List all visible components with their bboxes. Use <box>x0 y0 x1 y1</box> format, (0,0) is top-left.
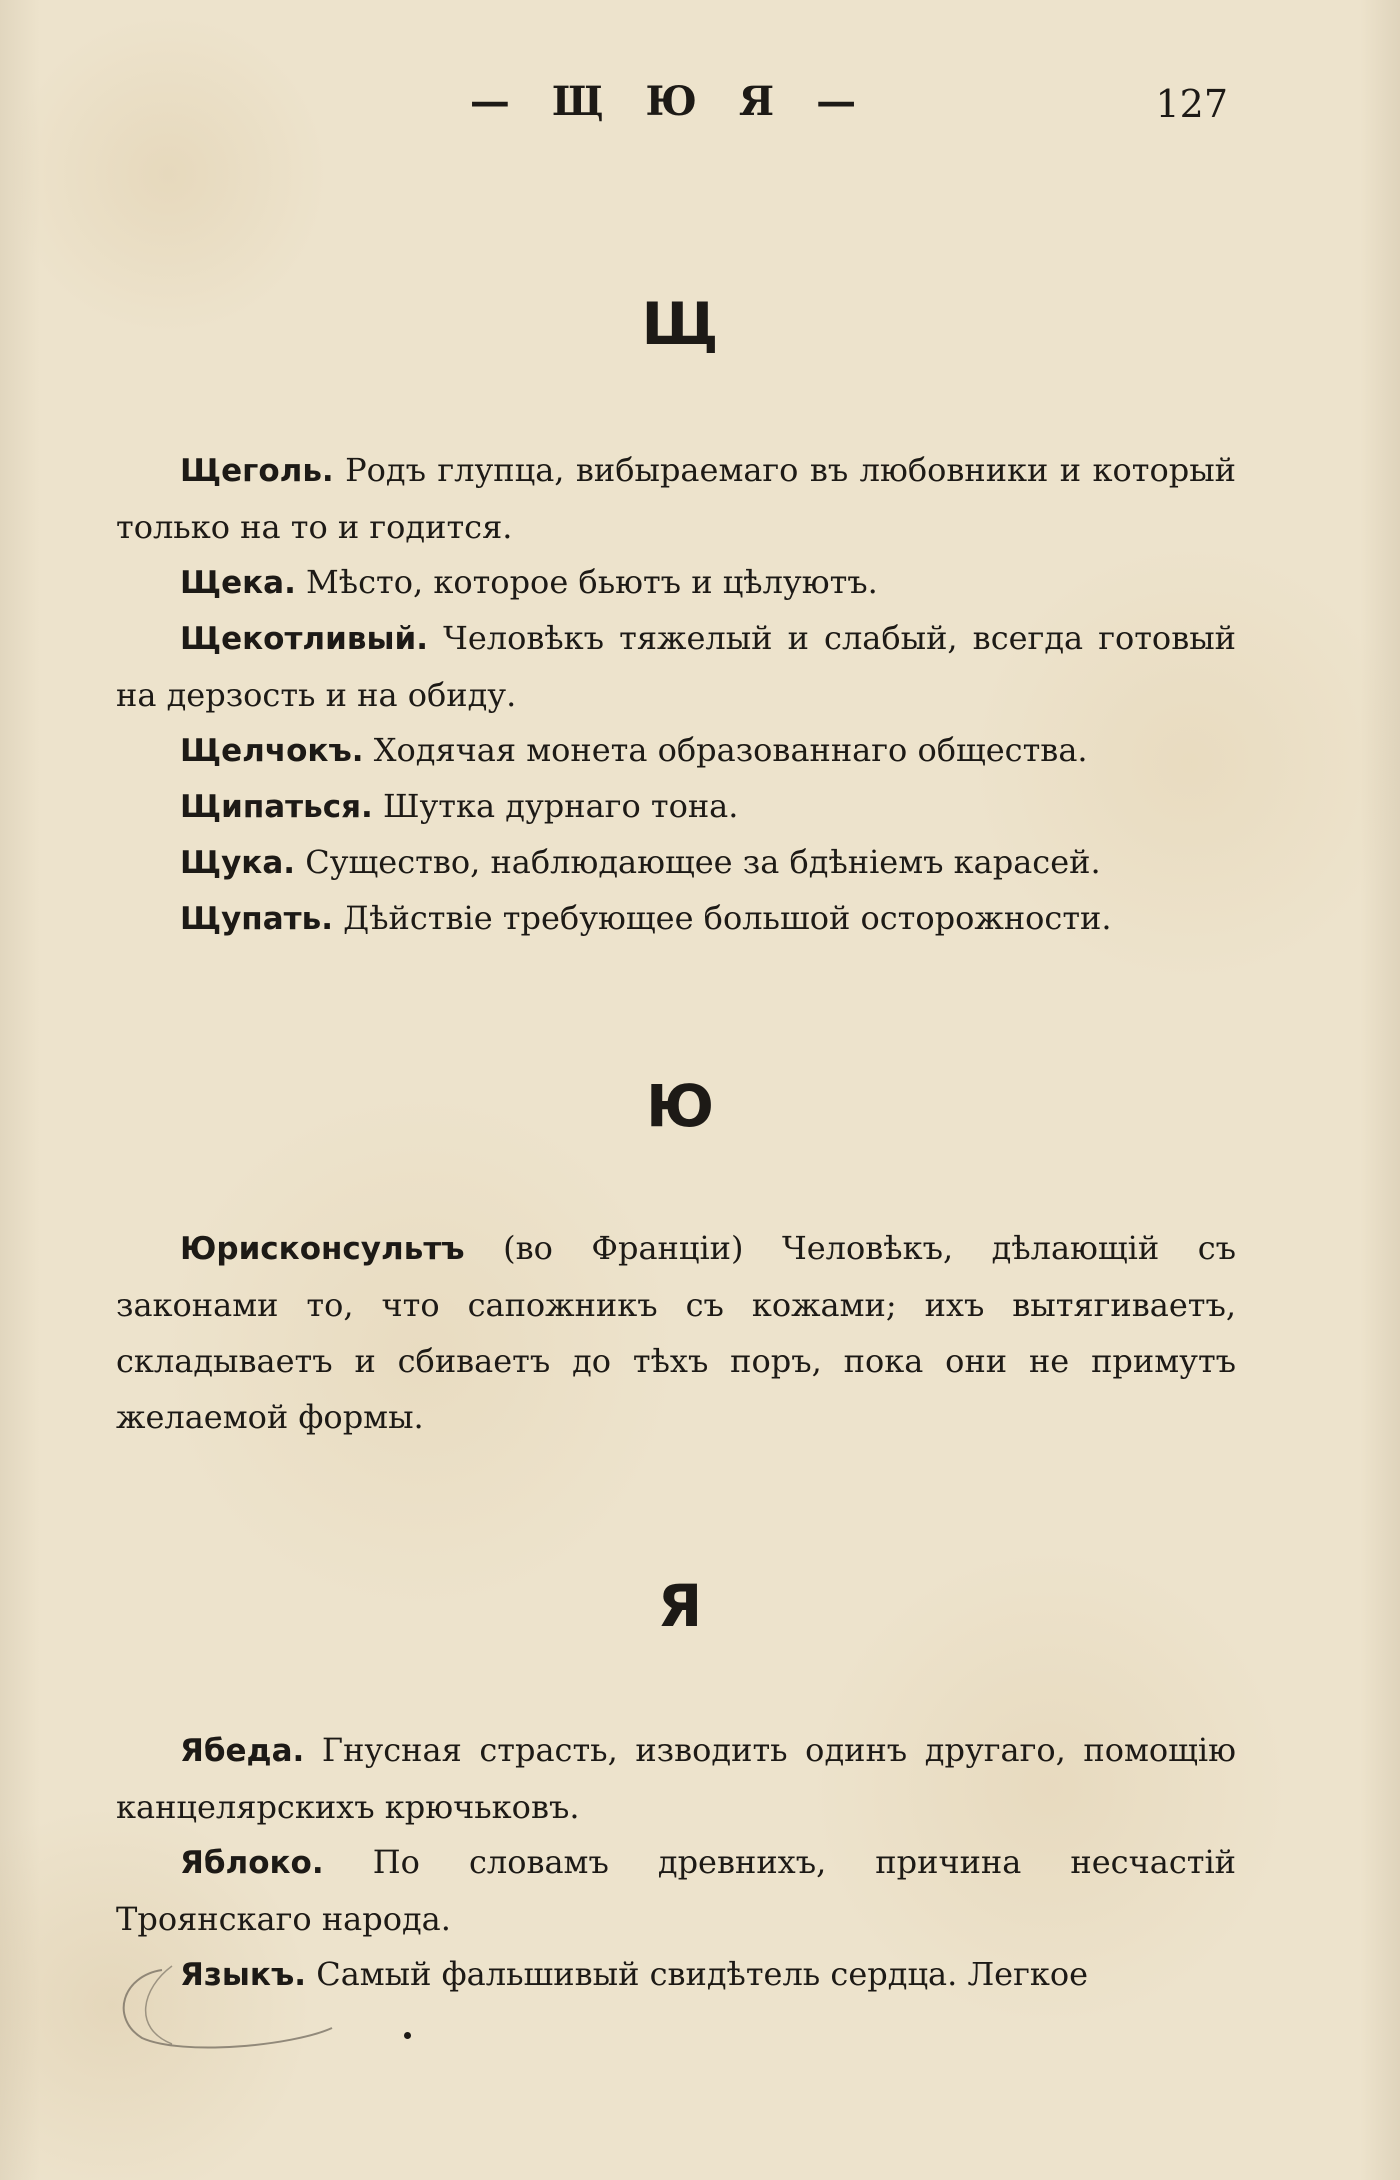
section-letter-ya: Я <box>657 1572 703 1640</box>
section-letter-shcha: Щ <box>641 290 719 358</box>
running-head: — Щ Ю Я — <box>469 78 871 125</box>
entry-term: Яблоко. <box>180 1845 324 1881</box>
page-number: 127 <box>1155 82 1228 126</box>
ink-dot <box>404 2032 411 2039</box>
entry-term: Щука. <box>180 845 296 881</box>
entry-term: Щекотливый. <box>180 621 428 657</box>
entry-definition: Родъ глупца, вибыраемаго въ любовники и который только на то и годится. <box>116 451 1236 546</box>
entry-shchuka <box>116 834 1236 891</box>
entry-shcheka <box>116 554 1236 611</box>
entry-shchelchok <box>116 722 1236 779</box>
entry-definition: Человѣкъ тяжелый и слабый, всегда готовый на дерзость и на обиду. <box>116 619 1237 714</box>
entry-definition: (во Франціи) Человѣкъ, дѣлающій съ законами то, что сапожникъ съ кожами; ихъ вытягиваетъ, складываетъ и сбиваетъ до тѣхъ поръ, пока они не примутъ желаемой формы. <box>116 1229 1237 1436</box>
entry-yabloko <box>116 1834 1236 1947</box>
entry-term: Щелчокъ. <box>180 733 364 769</box>
entry-yuriskonsult <box>116 1220 1236 1445</box>
entry-definition: Шутка дурнаго тона. <box>382 787 739 825</box>
entry-definition: Гнусная страсть, изводить одинъ другаго, помощію канцелярскихъ крючьковъ. <box>116 1731 1237 1826</box>
entry-term: Языкъ. <box>180 1957 307 1993</box>
entry-term: Ябеда. <box>180 1733 305 1769</box>
entry-definition: Самый фальшивый свидѣтель сердца. Легкое <box>316 1955 1089 1993</box>
entry-definition: По словамъ древнихъ, причина несчастій Троянскаго народа. <box>116 1843 1236 1938</box>
entry-term: Юрисконсультъ <box>180 1231 465 1267</box>
entry-shchipatsya <box>116 778 1236 835</box>
section-letter-yu: Ю <box>645 1072 715 1140</box>
entry-term: Щупать. <box>180 901 333 937</box>
entry-definition: Дѣйствіе требующее большой осторожности. <box>343 899 1112 937</box>
entry-definition: Ходячая монета образованнаго общества. <box>373 731 1088 769</box>
entry-term: Щеголь. <box>180 453 334 489</box>
entry-term: Щипаться. <box>180 789 373 825</box>
entry-term: Щека. <box>180 565 296 601</box>
entry-shchekotlivy <box>116 610 1236 723</box>
entry-definition: Существо, наблюдающее за бдѣніемъ карасей. <box>305 843 1101 881</box>
entry-shchupat <box>116 890 1236 947</box>
entry-shchegol <box>116 442 1236 555</box>
pencil-mark-icon <box>102 1958 352 2058</box>
entry-yabeda <box>116 1722 1236 1835</box>
entry-definition: Мѣсто, которое бьютъ и цѣлуютъ. <box>306 563 878 601</box>
